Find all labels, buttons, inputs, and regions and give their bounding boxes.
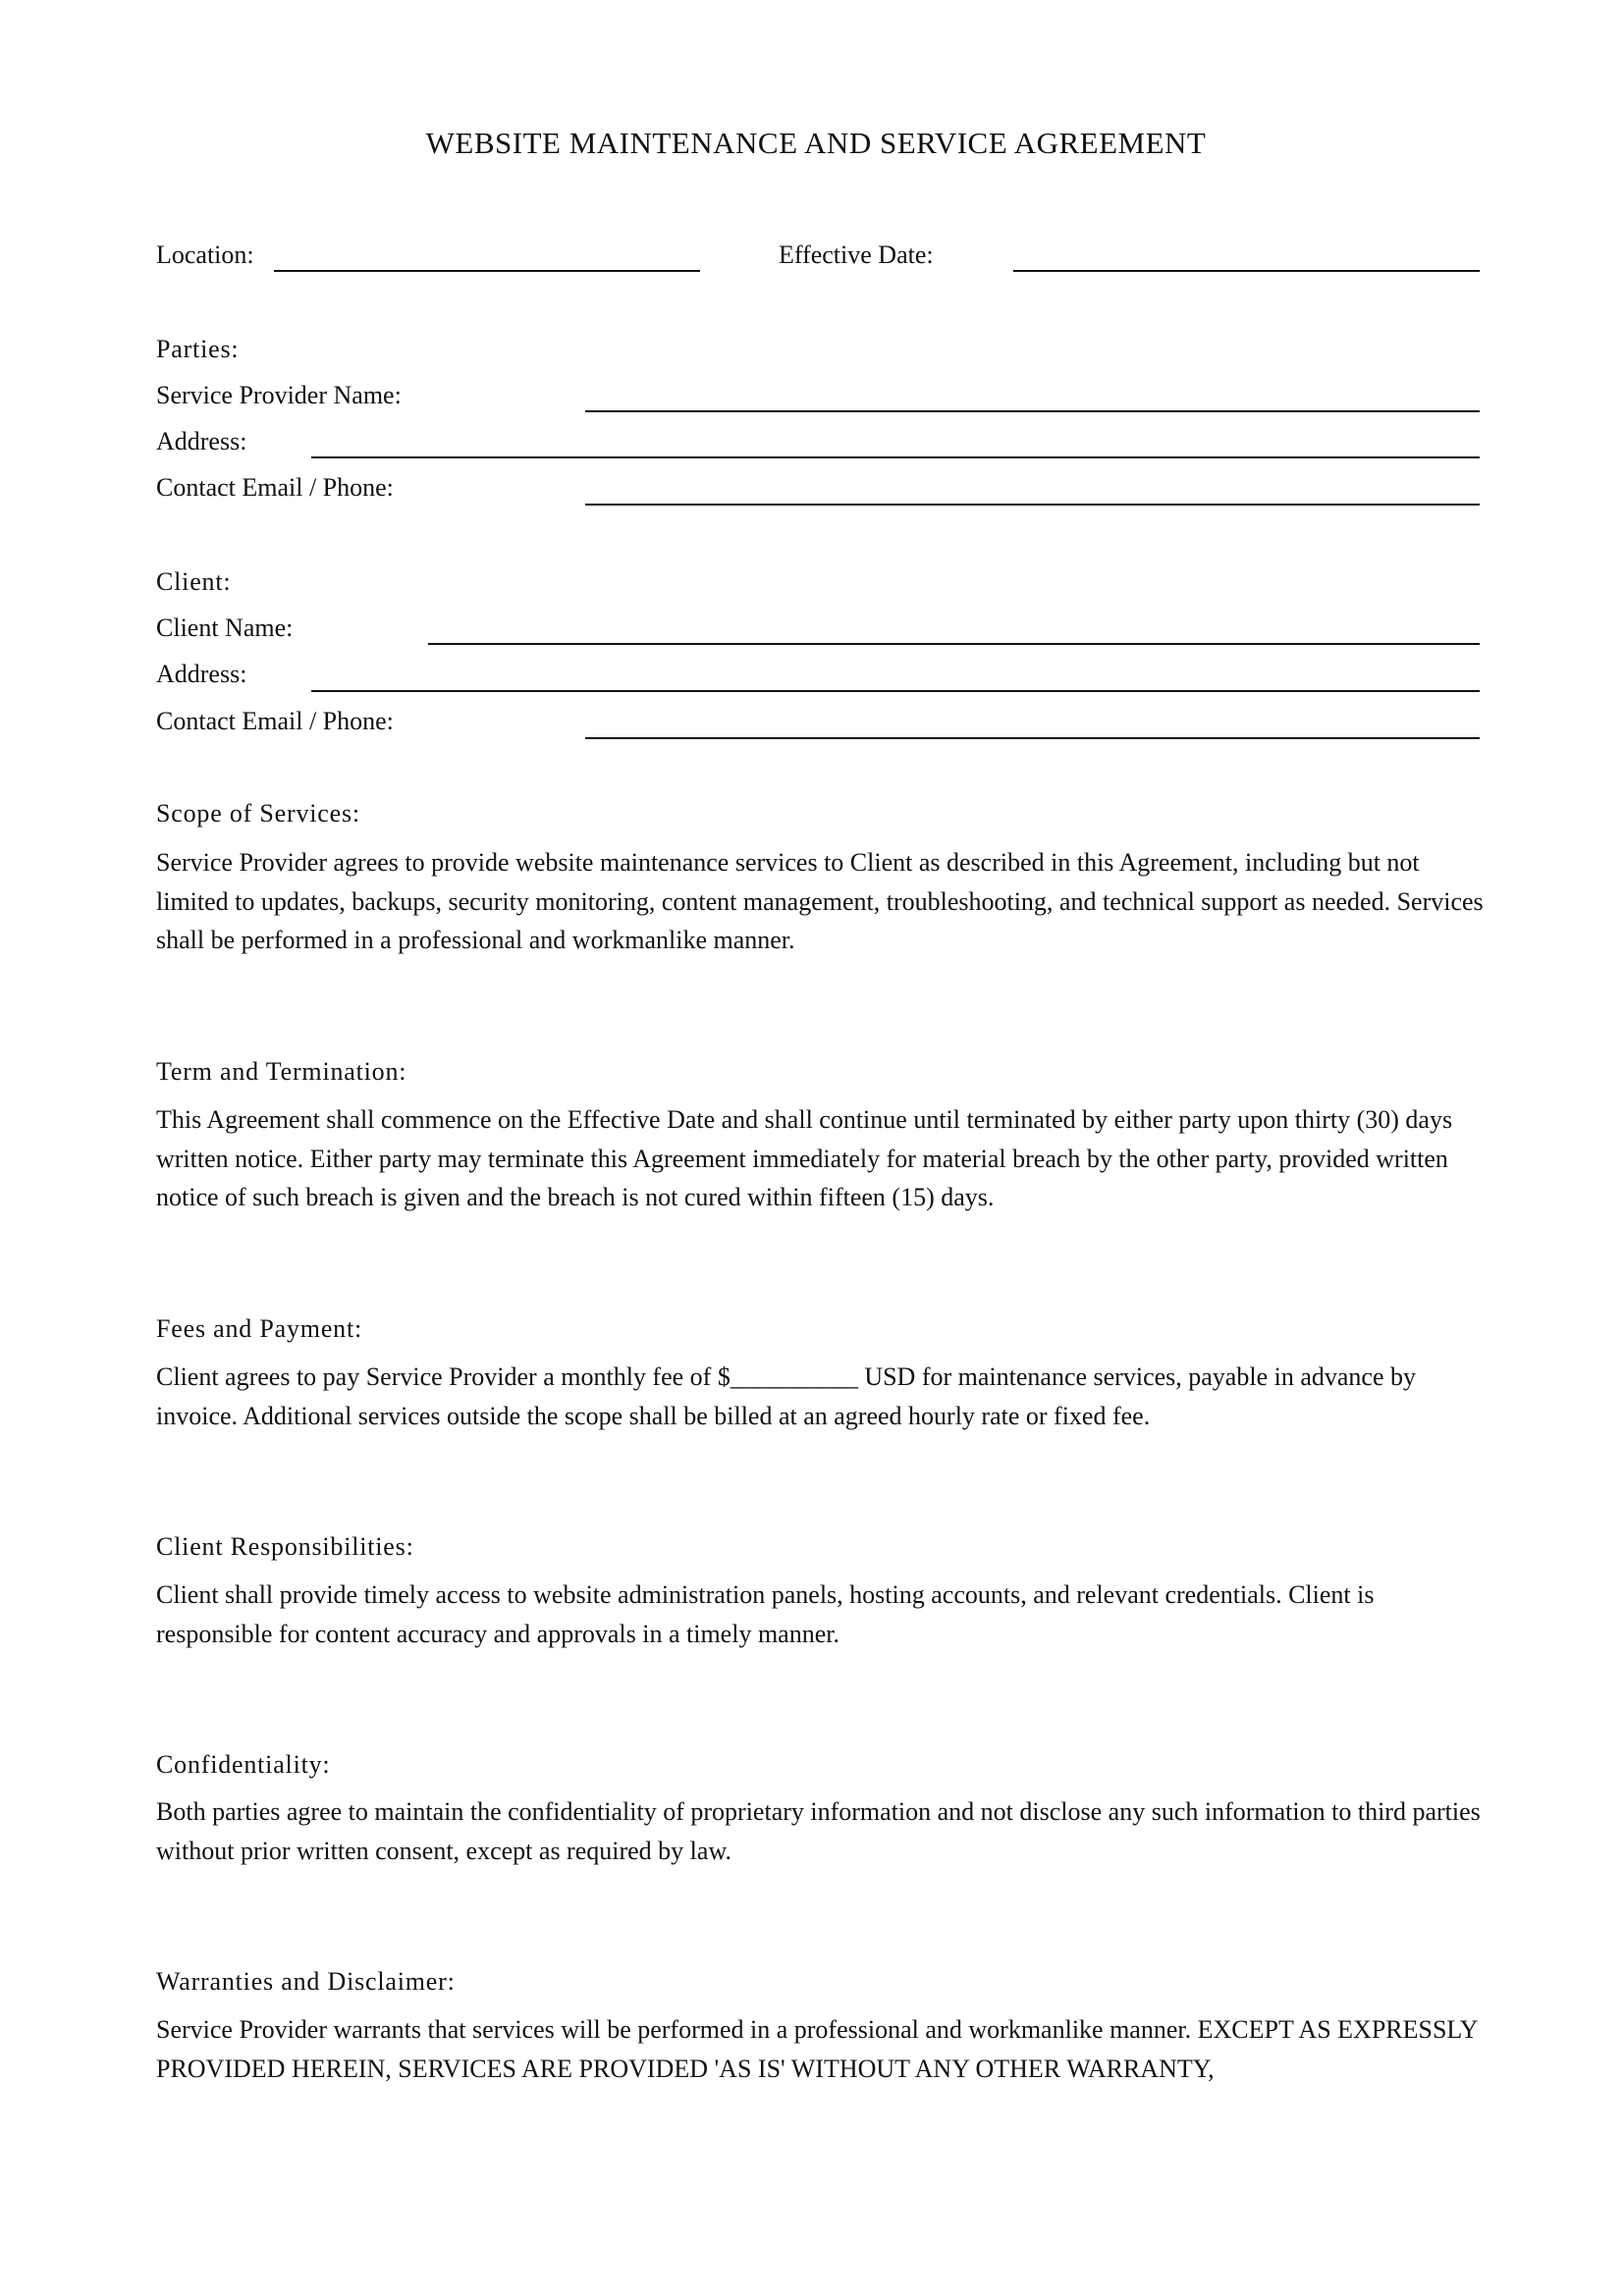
warranties-body: Service Provider warrants that services will be performed in a professional and workmanlike manner. EXCEPT AS EXPRESSLY PROVIDED HEREIN, SERVICES ARE PROVIDED 'AS IS' WITHOUT ANY OTHER WARRANTY, [156,2015,1478,2083]
provider-contact-label: Contact Email / Phone: [156,473,394,502]
effective-date-label: Effective Date: [779,240,934,269]
client-name-field[interactable] [428,643,1480,645]
effective-date-field[interactable] [1013,270,1480,272]
provider-address-field[interactable] [311,456,1480,458]
parties-heading: Parties: [156,335,240,363]
location-label: Location: [156,240,254,269]
document-title: WEBSITE MAINTENANCE AND SERVICE AGREEMENT [425,126,1207,160]
scope-body: Service Provider agrees to provide website maintenance services to Client as described in this Agreement, including but not limited to updates, backups, security monitoring, content management, troubleshooting, and technical support as needed. Services shall be performed in a professional and workmanlike manner. [156,848,1484,954]
fees-heading: Fees and Payment: [156,1314,363,1343]
warranties-heading: Warranties and Disclaimer: [156,1967,456,1996]
provider-name-field[interactable] [585,410,1480,412]
confidentiality-body: Both parties agree to maintain the confidentiality of proprietary information and not disclose any such information to third parties without prior written consent, except as required by law. [156,1797,1481,1865]
client-address-label: Address: [156,660,247,688]
provider-contact-field[interactable] [585,504,1480,506]
client-contact-label: Contact Email / Phone: [156,707,394,735]
scope-heading: Scope of Services: [156,799,360,828]
location-field[interactable] [274,270,700,272]
client-name-label: Client Name: [156,614,294,642]
provider-name-label: Service Provider Name: [156,381,402,409]
confidentiality-heading: Confidentiality: [156,1750,331,1779]
fees-body: Client agrees to pay Service Provider a monthly fee of $__________ USD for maintenance services, payable in advance by invoice. Additional services outside the scope shall be billed at an agreed hourly rate or fixed fee. [156,1362,1416,1430]
provider-address-label: Address: [156,427,247,455]
client-heading: Client: [156,567,232,596]
term-body: This Agreement shall commence on the Effective Date and shall continue until terminated by either party upon thirty (30) days written notice. Either party may terminate this Agreement immediately for material breach by the other party, provided written notice of such breach is given and the breach is not cured within fifteen (15) days. [156,1105,1453,1211]
client-address-field[interactable] [311,690,1480,692]
client-responsibilities-body: Client shall provide timely access to website administration panels, hosting accounts, and relevant credentials. Client is responsible for content accuracy and approvals in a timely manner. [156,1580,1375,1648]
term-heading: Term and Termination: [156,1057,407,1086]
client-responsibilities-heading: Client Responsibilities: [156,1532,414,1561]
client-contact-field[interactable] [585,737,1480,739]
